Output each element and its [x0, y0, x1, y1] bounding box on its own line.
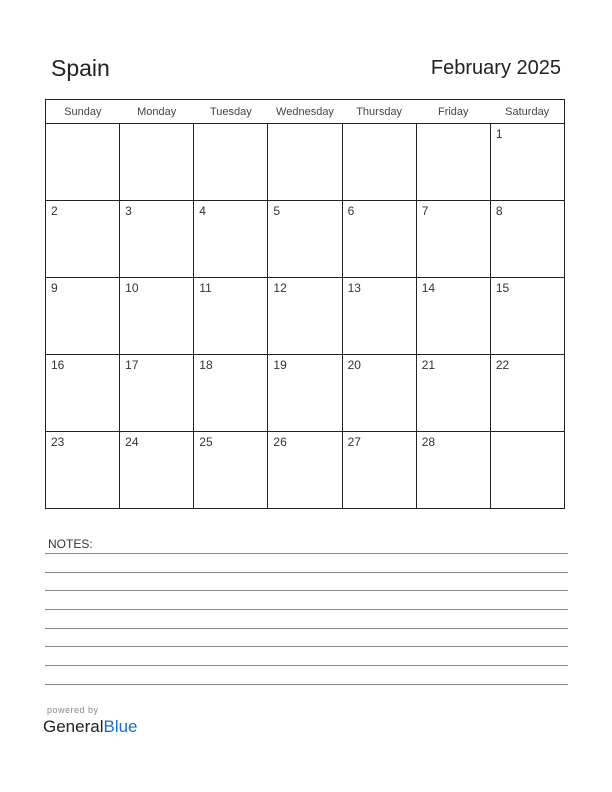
day-cell: [120, 278, 194, 355]
day-number: 25: [199, 435, 213, 449]
day-cell: [342, 355, 416, 432]
day-number: 16: [51, 358, 65, 372]
day-cell: [268, 201, 342, 278]
week-row: [46, 201, 565, 278]
weekday-tuesday: Tuesday: [194, 100, 268, 124]
day-cell: [490, 124, 564, 201]
day-cell: [120, 201, 194, 278]
day-number: 23: [51, 435, 65, 449]
note-line: [45, 572, 568, 573]
day-cell: [268, 432, 342, 509]
note-line: [45, 665, 568, 666]
brand-general: General: [43, 717, 104, 736]
day-cell: [268, 278, 342, 355]
day-number: 6: [347, 204, 355, 218]
day-number: 26: [273, 435, 287, 449]
note-line: [45, 684, 568, 685]
day-number: 7: [421, 204, 429, 218]
weekday-monday: Monday: [120, 100, 194, 124]
weekday-header-row: [46, 100, 565, 124]
day-number: 21: [421, 358, 436, 372]
day-cell: [416, 124, 490, 201]
day-number: 15: [495, 281, 510, 295]
day-cell: [490, 355, 564, 432]
day-cell: [46, 201, 120, 278]
day-cell: [342, 432, 416, 509]
week-row: [46, 432, 565, 509]
day-number: 28: [421, 435, 436, 449]
day-number: 18: [199, 358, 213, 372]
day-number: 13: [347, 281, 361, 295]
powered-by-text: powered by: [47, 705, 99, 715]
brand-logo: [43, 717, 138, 737]
note-line: [45, 609, 568, 610]
week-row: [46, 278, 565, 355]
day-number: 12: [273, 281, 287, 295]
calendar-grid: [45, 99, 565, 509]
day-number: 10: [125, 281, 139, 295]
day-cell: [416, 432, 490, 509]
note-line: [45, 590, 568, 591]
day-number: 19: [273, 358, 287, 372]
day-cell: [194, 278, 268, 355]
day-cell: [46, 278, 120, 355]
weekday-wednesday: Wednesday: [268, 100, 342, 124]
day-number: 3: [125, 204, 132, 218]
day-cell: [490, 278, 564, 355]
day-number: 5: [273, 204, 281, 218]
day-cell: [46, 124, 120, 201]
weekday-saturday: Saturday: [490, 100, 564, 124]
day-cell: [46, 355, 120, 432]
day-cell: [416, 278, 490, 355]
day-cell: [416, 355, 490, 432]
weekday-thursday: Thursday: [342, 100, 416, 124]
day-cell: [120, 124, 194, 201]
day-cell: [342, 278, 416, 355]
day-number: 8: [495, 204, 503, 218]
day-number: 22: [495, 358, 510, 372]
day-number: 11: [199, 281, 212, 295]
day-number: 17: [125, 358, 139, 372]
day-cell: [342, 201, 416, 278]
country-title: Spain: [51, 55, 110, 81]
note-line: [45, 553, 568, 554]
day-cell: [268, 124, 342, 201]
day-cell: [194, 124, 268, 201]
notes-label: NOTES:: [48, 537, 93, 551]
day-number: 1: [495, 127, 503, 141]
day-cell: [490, 432, 564, 509]
brand-blue: Blue: [103, 717, 138, 736]
day-number: 27: [347, 435, 361, 449]
day-cell: [120, 355, 194, 432]
note-line: [45, 646, 568, 647]
day-cell: [194, 355, 268, 432]
month-title: February 2025: [430, 57, 561, 79]
day-cell: [120, 432, 194, 509]
day-number: 14: [421, 281, 436, 295]
day-cell: [194, 432, 268, 509]
day-number: 2: [51, 204, 58, 218]
day-number: 4: [199, 204, 206, 218]
day-cell: [46, 432, 120, 509]
day-number: 20: [347, 358, 361, 372]
day-cell: [194, 201, 268, 278]
day-number: 9: [51, 281, 58, 295]
weekday-sunday: Sunday: [46, 100, 120, 124]
note-line: [45, 628, 568, 629]
day-cell: [490, 201, 564, 278]
day-cell: [342, 124, 416, 201]
day-cell: [416, 201, 490, 278]
week-row: [46, 355, 565, 432]
day-cell: [268, 355, 342, 432]
day-number: 24: [125, 435, 139, 449]
weekday-friday: Friday: [416, 100, 490, 124]
week-row: [46, 124, 565, 201]
